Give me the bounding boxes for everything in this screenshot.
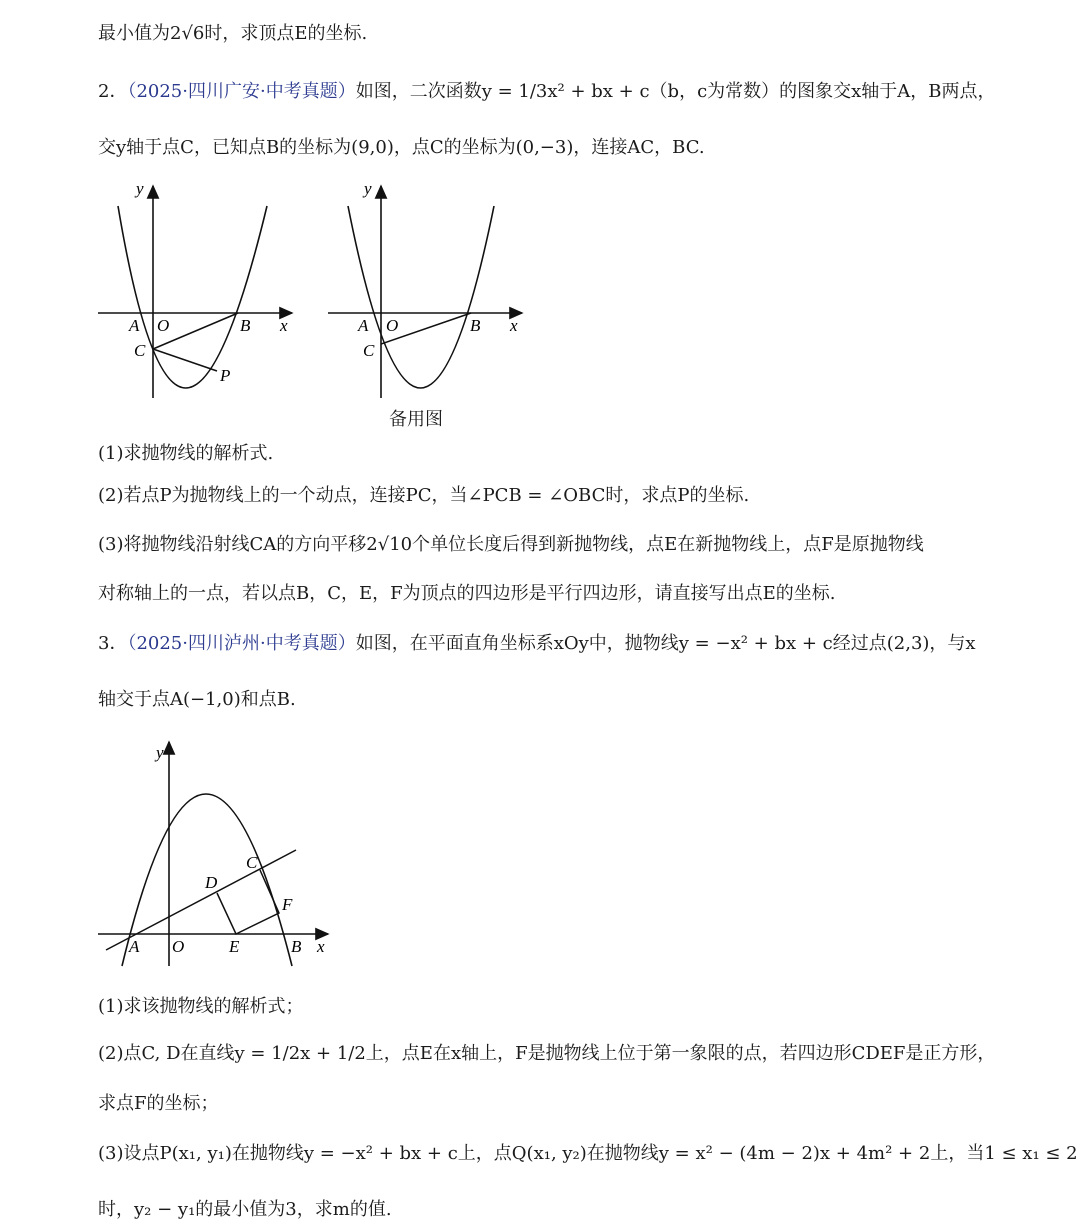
q3-source: （2025·四川泸州·中考真题） xyxy=(127,633,356,654)
label-y: y xyxy=(364,179,372,198)
q3-part1: (1)求该抛物线的解析式； xyxy=(98,996,304,1017)
label-o: O xyxy=(157,316,170,335)
label-f: F xyxy=(282,895,293,914)
q2-part3-line1: (3)将抛物线沿射线CA的方向平移2√10个单位长度后得到新抛物线，点E在新抛物线上，点F是原抛物线 xyxy=(98,534,924,555)
label-c: C xyxy=(246,853,258,872)
q2-part2: (2)若点P为抛物线上的一个动点，连接PC，当∠PCB = ∠OBC时，求点P的坐标. xyxy=(98,485,750,506)
q3-part3-line2: 时，y₂ − y₁的最小值为3，求m的值. xyxy=(98,1199,392,1220)
label-b: B xyxy=(470,316,481,335)
label-o: O xyxy=(172,937,185,956)
label-p: P xyxy=(220,366,231,385)
label-y: y xyxy=(156,743,164,762)
q3-part2-line1: (2)点C, D在直线y = 1/2x + 1/2上，点E在x轴上，F是抛物线上位于第一象限的点，若四边形CDEF是正方形， xyxy=(98,1043,996,1064)
label-d: D xyxy=(205,873,218,892)
label-x: x xyxy=(280,316,288,335)
q3-part3-line1: (3)设点P(x₁, y₁)在抛物线y = −x² + bx + c上，点Q(x₁, y₂)在抛物线y = x² − (4m − 2)x + 4m² + 2上，当1 ≤ x₁ ≤ 2 xyxy=(98,1143,1078,1164)
q3-line2: 轴交于点A(−1,0)和点B. xyxy=(98,689,296,710)
square-cdef xyxy=(217,870,279,934)
q2-figure-main xyxy=(96,178,306,408)
parabola xyxy=(118,206,267,388)
label-x: x xyxy=(510,316,518,335)
label-b: B xyxy=(240,316,251,335)
line-cd xyxy=(106,850,296,950)
segment-cp xyxy=(153,349,217,371)
label-a: A xyxy=(358,316,369,335)
q2-figure-spare xyxy=(326,178,536,408)
label-y: y xyxy=(136,179,144,198)
q2-line2: 交y轴于点C，已知点B的坐标为(9,0)，点C的坐标为(0,−3)，连接AC，BC. xyxy=(98,137,705,158)
q2-part3-line2: 对称轴上的一点，若以点B，C，E，F为顶点的四边形是平行四边形，请直接写出点E的坐标. xyxy=(98,583,836,604)
q2-part1: (1)求抛物线的解析式. xyxy=(98,443,274,464)
q3-heading xyxy=(98,632,976,656)
label-c: C xyxy=(134,341,146,360)
label-x: x xyxy=(317,937,325,956)
q3-part2-line2: 求点F的坐标； xyxy=(98,1093,219,1114)
label-o: O xyxy=(386,316,399,335)
parabola xyxy=(348,206,494,388)
q3-number: 3． xyxy=(98,633,128,654)
label-b: B xyxy=(291,937,302,956)
q3-figure xyxy=(96,738,336,973)
q2-line1: 如图，二次函数y = 1/3x² + bx + c（b，c为常数）的图象交x轴于A，B两点， xyxy=(355,81,996,102)
label-c: C xyxy=(363,341,375,360)
figure-caption: 备用图 xyxy=(389,409,443,430)
text-line-top: 最小值为2√6时，求顶点E的坐标. xyxy=(98,23,368,44)
label-a: A xyxy=(129,316,140,335)
q3-line1: 如图，在平面直角坐标系xOy中，抛物线y = −x² + bx + c经过点(2,3)，与x xyxy=(355,633,976,654)
q2-number: 2． xyxy=(98,81,128,102)
q2-heading xyxy=(98,80,996,104)
label-e: E xyxy=(229,937,240,956)
label-a: A xyxy=(129,937,140,956)
q2-source: （2025·四川广安·中考真题） xyxy=(127,81,356,102)
